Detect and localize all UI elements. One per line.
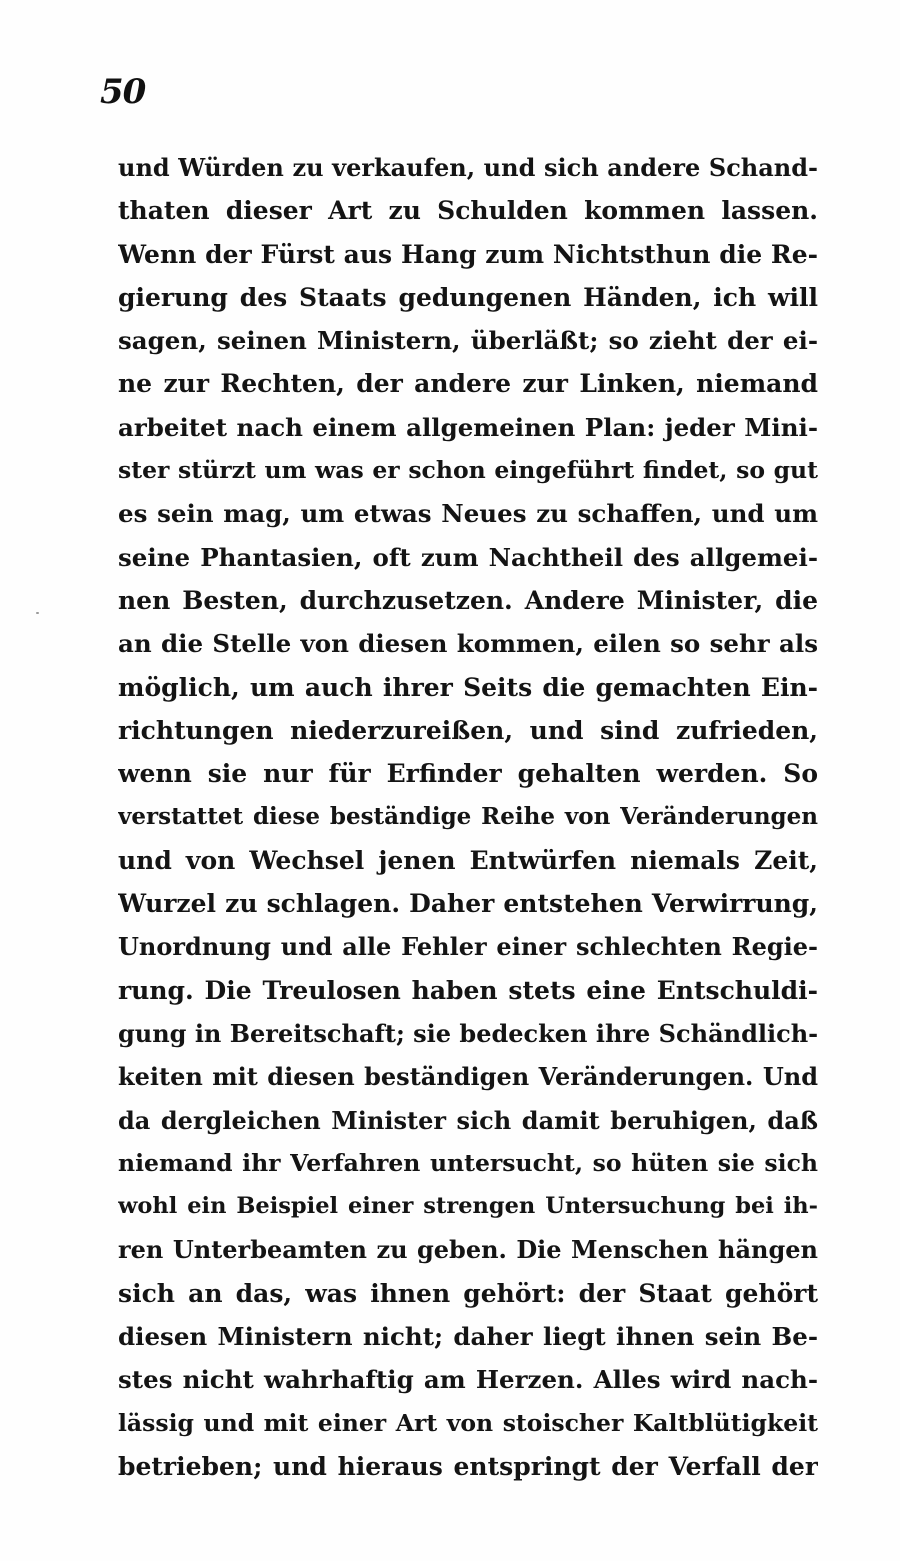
text-line: nen Besten, durchzusetzen. Andere Minister, die [118,585,818,615]
text-line: wenn sie nur für Erfinder gehalten werden. So [118,759,818,789]
text-line: verstattet diese beständige Reihe von Veränderungen [118,803,818,831]
text-line: Wenn der Fürst aus Hang zum Nichtsthun die Re- [118,239,818,269]
text-line: arbeitet nach einem allgemeinen Plan: jeder Mini- [118,412,818,442]
text-line: thaten dieser Art zu Schulden kommen lassen. [118,196,818,226]
text-line: betrieben; und hieraus entspringt der Verfall der [118,1451,818,1481]
text-line: an die Stelle von diesen kommen, eilen so sehr als [118,629,818,659]
text-line: gung in Bereitschaft; sie bedecken ihre Schändlich- [118,1018,818,1048]
text-line: es sein mag, um etwas Neues zu schaffen, und um [118,499,818,529]
paper-speck [36,612,39,614]
text-line: da dergleichen Minister sich damit beruhigen, daß [118,1105,818,1135]
body-text [118,146,818,1488]
text-line: niemand ihr Verfahren untersucht, so hüten sie sich [118,1148,818,1177]
text-line: ster stürzt um was er schon eingeführt findet, so gut [118,456,818,485]
text-line: lässig und mit einer Art von stoischer Kaltblütigkeit [118,1408,818,1437]
text-line: sagen, seinen Ministern, überläßt; so zieht der ei- [118,326,818,356]
text-line: seine Phantasien, oft zum Nachtheil des allgemei- [118,542,818,572]
text-line: sich an das, was ihnen gehört: der Staat gehört [118,1278,818,1308]
text-line: rung. Die Treulosen haben stets eine Entschuldi- [118,975,818,1005]
text-line: Unordnung und alle Fehler einer schlechten Regie- [118,932,818,962]
text-line: gierung des Staats gedungenen Händen, ich will [118,282,818,312]
text-line: möglich, um auch ihrer Seits die gemachten Ein- [118,672,818,702]
text-line: Wurzel zu schlagen. Daher entstehen Verwirrung, [118,889,818,919]
text-line: wohl ein Beispiel einer strengen Untersuchung bei ih- [118,1193,818,1220]
text-line: ren Unterbeamten zu geben. Die Menschen hängen [118,1235,818,1265]
text-line: richtungen niederzureißen, und sind zufrieden, [118,715,818,745]
text-line: keiten mit diesen beständigen Veränderungen. Und [118,1062,818,1092]
text-line: ne zur Rechten, der andere zur Linken, niemand [118,369,818,399]
text-line: und von Wechsel jenen Entwürfen niemals Zeit, [118,845,818,875]
text-line: stes nicht wahrhaftig am Herzen. Alles wird nach- [118,1365,818,1395]
page-number: 50 [100,72,146,112]
text-line: und Würden zu verkaufen, und sich andere Schand- [118,153,818,182]
text-line: diesen Ministern nicht; daher liegt ihnen sein Be- [118,1322,818,1352]
